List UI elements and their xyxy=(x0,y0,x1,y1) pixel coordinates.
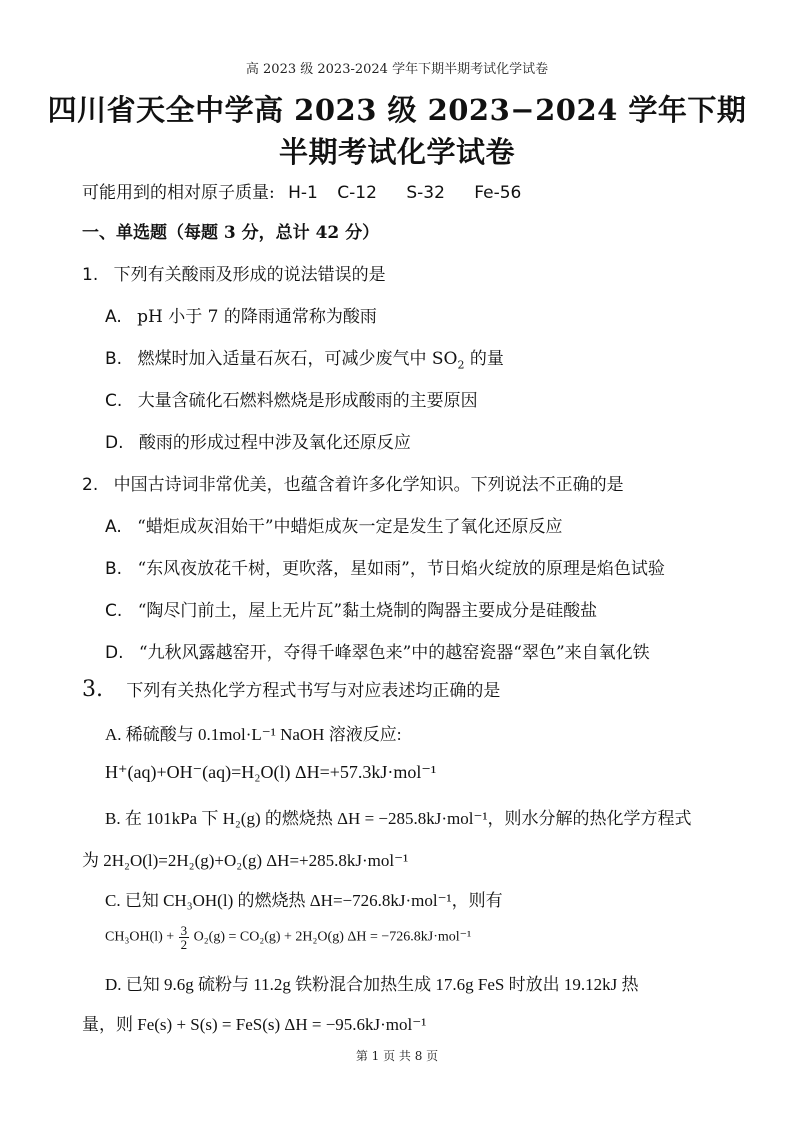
atomic-mass-s: S-32 xyxy=(406,183,445,203)
page-footer: 第 1 页 共 8 页 xyxy=(355,1049,439,1063)
fraction: $\frac{3}{2}$ xyxy=(180,923,188,952)
question-number: 3. xyxy=(82,677,103,702)
atomic-mass-fe: Fe-56 xyxy=(474,183,522,203)
option-text: 燃煤时加入适量石灰石，可减少废气中 $SO_2$ 的量 xyxy=(137,349,504,372)
q3-option-c-equation: CH₃OH(l) + $\frac{3}{2}$ O₂(g) = CO₂(g) + 2H₂O(g) ΔH = −726.8kJ·mol⁻¹ xyxy=(105,923,472,952)
q3-option-b-line2: 为 2H₂O(l)=2H₂(g)+O₂(g) ΔH=+285.8kJ·mol⁻¹ xyxy=(82,851,409,870)
option-text: “蜡炬成灰泪始干”中蜡炬成灰一定是发生了氧化还原反应 xyxy=(137,517,563,537)
option-letter: C. xyxy=(105,391,123,411)
q2-option-b xyxy=(105,554,665,579)
q2-option-a xyxy=(105,512,563,537)
atomic-mass-c: C-12 xyxy=(337,183,377,203)
exam-title-line2: 半期考试化学试卷 xyxy=(278,135,515,169)
option-text: “东风夜放花千树，更吹落，星如雨”，节日焰火绽放的原理是焰色试验 xyxy=(137,559,665,579)
q1-option-d xyxy=(105,428,411,453)
option-letter: A. xyxy=(105,307,122,327)
q1-option-b xyxy=(105,344,504,371)
option-letter: B. xyxy=(105,349,123,369)
q3-option-b-line1: B. 在 101kPa 下 H₂(g) 的燃烧热 ΔH = −285.8kJ·mol⁻¹，则水分解的热化学方程式 xyxy=(105,809,692,828)
question-number: 2. xyxy=(82,475,99,495)
q3-option-c-line1: C. 已知 CH₃OH(l) 的燃烧热 ΔH=−726.8kJ·mol⁻¹，则有 xyxy=(105,891,503,910)
q3-option-a-equation: H⁺(aq)+OH⁻(aq)=H₂O(l) ΔH=+57.3kJ·mol⁻¹ xyxy=(105,762,437,782)
option-letter: D. xyxy=(105,643,124,663)
option-letter: B. xyxy=(105,559,123,579)
atomic-mass-h: H-1 xyxy=(288,183,318,203)
option-text: 酸雨的形成过程中涉及氧化还原反应 xyxy=(138,433,411,453)
option-text: 大量含硫化石燃料燃烧是形成酸雨的主要原因 xyxy=(137,391,478,411)
question-2 xyxy=(82,470,624,495)
section-heading: 一、单选题（每题 3 分，总计 42 分） xyxy=(82,223,380,243)
atomic-mass-line xyxy=(82,178,521,203)
q3-option-d-line1: D. 已知 9.6g 硫粉与 11.2g 铁粉混合加热生成 17.6g FeS 时放出 19.12kJ 热 xyxy=(105,975,639,994)
option-letter: D. xyxy=(105,433,124,453)
atomic-mass-label: 可能用到的相对原子质量: xyxy=(82,183,275,203)
q2-option-d xyxy=(105,638,650,663)
option-letter: C. xyxy=(105,601,123,621)
question-stem: 下列有关热化学方程式书写与对应表述均正确的是 xyxy=(126,681,501,701)
question-number: 1. xyxy=(82,265,99,285)
exam-title-line1: 四川省天全中学高 2023 级 2023−2024 学年下期 xyxy=(47,93,747,127)
option-letter: A. xyxy=(105,517,122,537)
question-1 xyxy=(82,260,386,285)
running-header: 高 2023 级 2023-2024 学年下期半期考试化学试卷 xyxy=(245,62,549,77)
question-stem: 中国古诗词非常优美，也蕴含着许多化学知识。下列说法不正确的是 xyxy=(113,475,624,495)
q1-option-c xyxy=(105,386,478,411)
question-stem: 下列有关酸雨及形成的说法错误的是 xyxy=(113,265,386,285)
option-text: “陶尽门前土，屋上无片瓦”黏土烧制的陶器主要成分是硅酸盐 xyxy=(137,601,598,621)
option-text: “九秋风露越窑开，夺得千峰翠色来”中的越窑瓷器“翠色”来自氧化铁 xyxy=(138,643,650,663)
option-text: pH 小于 7 的降雨通常称为酸雨 xyxy=(137,307,377,327)
question-3 xyxy=(82,676,500,702)
q2-option-c xyxy=(105,596,597,621)
q3-option-d-line2: 量，则 Fe(s) + S(s) = FeS(s) ΔH = −95.6kJ·mol⁻¹ xyxy=(82,1015,427,1034)
q1-option-a xyxy=(105,302,377,327)
q3-option-a-line1: A. 稀硫酸与 0.1mol·L⁻¹ NaOH 溶液反应: xyxy=(105,725,402,744)
